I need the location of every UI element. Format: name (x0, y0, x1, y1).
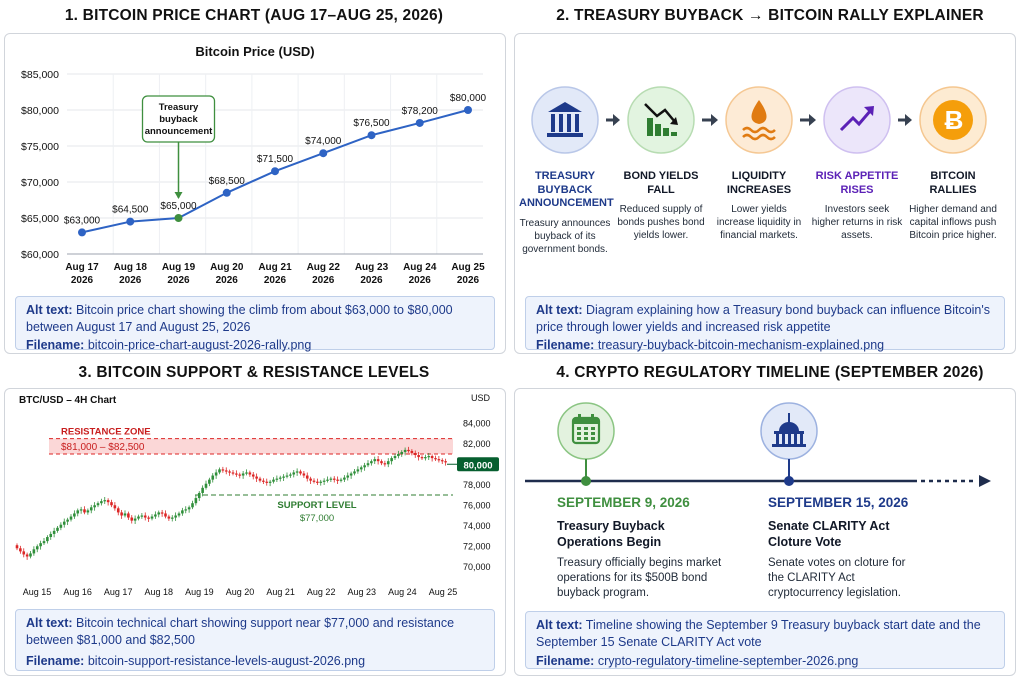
x-tick-label: Aug 21 (266, 587, 295, 597)
x-tick-label: Aug 23 (347, 587, 377, 597)
candle-body (127, 513, 130, 517)
column (567, 114, 571, 132)
candle-body (373, 459, 376, 461)
data-point (368, 131, 376, 139)
candle-body (215, 472, 218, 475)
y-tick-label: 74,000 (463, 520, 491, 531)
calendar-cell (584, 437, 588, 440)
candle-body (33, 549, 36, 553)
x-tick-label: Aug 18 (144, 587, 174, 597)
x-tick-label: Aug 23 (354, 262, 389, 273)
candle-body (363, 465, 366, 467)
x-tick-label: Aug 18 (113, 262, 147, 273)
event-date: SEPTEMBER 9, 2026 (557, 495, 690, 510)
column (776, 434, 779, 444)
candle-body (394, 456, 397, 458)
price-chart (5, 34, 506, 296)
filename-label: Filename: (26, 338, 85, 352)
x-tick-label: Aug 16 (63, 587, 92, 597)
event-date: SEPTEMBER 15, 2026 (768, 495, 909, 510)
candle-body (286, 476, 289, 477)
filename: treasury-buyback-bitcoin-mechanism-explained.png (597, 338, 885, 352)
x-tick-year: 2026 (263, 275, 287, 286)
x-tick-label: Aug 25 (428, 587, 458, 597)
candlestick-chart (5, 389, 506, 603)
timeline-event (768, 495, 918, 601)
candle-body (390, 458, 393, 461)
currency-label: USD (471, 393, 491, 403)
candle-body (276, 479, 279, 480)
column (782, 434, 785, 444)
x-tick-year: 2026 (119, 275, 142, 286)
candle-body (83, 509, 86, 512)
bar (647, 118, 653, 136)
data-point (175, 214, 183, 222)
data-point (78, 228, 86, 236)
candle-body (208, 480, 211, 484)
annotation-text: Treasury (158, 102, 199, 113)
candle-body (117, 508, 120, 512)
step-description: Higher demand and capital inflows push Bitcoin price higher. (909, 204, 997, 241)
candle-body (154, 514, 157, 516)
x-tick-year: 2026 (215, 275, 238, 286)
data-point (416, 119, 424, 127)
candle-body (147, 518, 150, 519)
candle-body (232, 472, 235, 473)
candle-body (164, 513, 167, 516)
candle-body (43, 541, 46, 543)
candle-body (151, 517, 154, 519)
calendar-ring (591, 414, 594, 421)
candle-body (411, 451, 414, 453)
data-label: $68,500 (208, 175, 245, 187)
step-title: TREASURY BUYBACK ANNOUNCEMENT (519, 170, 614, 209)
candle-body (404, 450, 407, 452)
candle-body (353, 471, 356, 473)
data-point (464, 106, 472, 114)
candle-body (407, 450, 410, 451)
candle-body (272, 480, 275, 482)
step-circle (532, 87, 598, 153)
timeline (515, 389, 1016, 494)
candle-body (174, 516, 177, 518)
candle-body (184, 509, 187, 510)
filename: bitcoin-support-resistance-levels-august-2026.png (87, 654, 366, 668)
data-label: $71,500 (256, 154, 294, 166)
candle-body (49, 534, 52, 537)
candle-body (53, 531, 56, 534)
resistance-label: RESISTANCE ZONE (61, 426, 151, 438)
x-tick-label: Aug 15 (22, 587, 52, 597)
step-title: BITCOIN RALLIES (929, 170, 977, 196)
alt-text: Bitcoin technical chart showing support near $77,000 and resistance between $81,000 and $82,500 (26, 616, 455, 647)
alt-text: Timeline showing the September 9 Treasury buyback start date and the September 15 Senate CLARITY Act vote (536, 618, 981, 649)
y-tick-label: 72,000 (463, 541, 491, 552)
timeline-panel (514, 388, 1016, 676)
candle-body (70, 517, 73, 520)
flow-step (615, 170, 707, 242)
candle-body (279, 478, 282, 479)
calendar-cell (577, 427, 581, 430)
x-tick-year: 2026 (456, 275, 480, 286)
price-chart-panel (4, 33, 506, 354)
event-title: Senate CLARITY Act Cloture Vote (768, 519, 890, 549)
candle-body (56, 528, 59, 531)
candle-body (299, 471, 302, 473)
filename: crypto-regulatory-timeline-september-2026.png (597, 654, 859, 668)
bar (655, 124, 661, 136)
data-label: $64,500 (112, 204, 149, 216)
candle-body (346, 476, 349, 478)
resistance-range-label: $81,000 – $82,500 (61, 442, 145, 453)
candle-body (370, 461, 373, 463)
x-tick-year: 2026 (312, 275, 335, 286)
step-title: RISK APPETITE RISES (815, 170, 899, 196)
calendar-ring (578, 414, 581, 421)
candle-body (235, 473, 238, 474)
candle-body (141, 516, 144, 517)
candle-body (191, 503, 194, 507)
x-tick-label: Aug 19 (161, 262, 196, 273)
flow-arrow-head (905, 114, 912, 126)
candle-body (188, 507, 191, 509)
candle-body (161, 512, 164, 513)
filename-label: Filename: (26, 654, 85, 668)
candle-body (36, 546, 39, 549)
candle-body (39, 543, 42, 546)
annotation-text: announcement (144, 126, 213, 137)
candle-body (76, 510, 79, 513)
candle-body (22, 551, 25, 554)
flow-arrow-head (613, 114, 620, 126)
bitcoin-icon (933, 100, 973, 140)
candle-body (114, 505, 117, 508)
candle-body (380, 461, 383, 463)
panel4-heading: 4. CRYPTO REGULATORY TIMELINE (SEPTEMBER 2026) (556, 364, 984, 381)
step-circle (628, 87, 694, 153)
support-value-label: $77,000 (299, 513, 335, 524)
alt-text: Bitcoin price chart showing the climb from about $63,000 to $80,000 between August 17 and August 25, 2026 (26, 303, 453, 334)
event-description: Treasury officially begins market operations for its $500B bond buyback program. (557, 557, 722, 599)
candle-body (377, 459, 380, 461)
candle-body (107, 500, 110, 502)
candle-body (198, 493, 201, 498)
x-tick-label: Aug 20 (210, 262, 244, 273)
x-tick-label: Aug 17 (65, 262, 99, 273)
candle-body (444, 461, 447, 462)
candle-body (63, 522, 66, 525)
panel3-heading: 3. BITCOIN SUPPORT & RESISTANCE LEVELS (78, 364, 430, 381)
column (559, 114, 563, 132)
candle-body (357, 469, 360, 471)
calendar-header (573, 418, 599, 424)
panel1-heading: 1. BITCOIN PRICE CHART (AUG 17–AUG 25, 2026) (64, 7, 444, 24)
sr-alt-box (15, 609, 495, 671)
explainer-alt-box (525, 296, 1005, 350)
candle-body (195, 498, 198, 503)
candle-body (249, 472, 252, 474)
panel2-heading: 2. TREASURY BUYBACK → BITCOIN RALLY EXPLAINER (556, 7, 984, 24)
candle-body (384, 463, 387, 464)
alt-label: Alt text: (26, 303, 73, 317)
candle-body (110, 502, 113, 505)
step-description: Investors seek higher returns in risk assets. (811, 204, 903, 241)
data-label: $76,500 (353, 118, 390, 130)
candle-body (336, 480, 339, 481)
candle-body (26, 554, 29, 556)
x-tick-label: Aug 22 (306, 587, 336, 597)
calendar-cell (591, 427, 595, 430)
y-tick-label: 70,000 (463, 561, 491, 572)
x-tick-label: Aug 25 (451, 262, 485, 273)
chart-title: BTC/USD – 4H Chart (19, 395, 117, 406)
candle-body (225, 470, 228, 471)
candle-body (144, 516, 147, 518)
candle-body (66, 520, 69, 522)
candle-body (168, 517, 171, 519)
candle-body (424, 457, 427, 458)
candle-body (120, 512, 123, 515)
candle-body (303, 473, 306, 475)
x-tick-label: Aug 20 (225, 587, 255, 597)
step-title: LIQUIDITY INCREASES (726, 170, 792, 196)
filename: bitcoin-price-chart-august-2026-rally.png (87, 338, 312, 352)
y-tick-label: $70,000 (21, 177, 59, 189)
candle-body (90, 507, 93, 510)
candle-body (130, 518, 133, 521)
candle-body (97, 503, 100, 505)
candle-body (414, 453, 417, 455)
timeline-arrow-head (979, 475, 991, 487)
bar (671, 132, 677, 136)
candle-body (124, 513, 127, 515)
calendar-cell (577, 437, 581, 440)
alt-label: Alt text: (536, 303, 583, 317)
data-point (319, 149, 327, 157)
candle-body (340, 480, 343, 481)
x-tick-label: Aug 24 (388, 587, 417, 597)
x-tick-label: Aug 17 (103, 587, 133, 597)
candle-body (313, 481, 316, 482)
candle-body (323, 481, 326, 482)
candle-body (333, 479, 336, 480)
candle-body (326, 480, 329, 481)
candle-body (60, 525, 63, 528)
candle-body (134, 519, 137, 521)
flow-step (811, 170, 903, 242)
y-tick-label: $60,000 (21, 249, 59, 261)
candle-body (73, 513, 76, 516)
candle-body (306, 476, 309, 479)
data-label: $80,000 (449, 93, 487, 104)
filename-label: Filename: (536, 338, 595, 352)
flow-step (907, 170, 999, 242)
candle-body (387, 461, 390, 464)
base (547, 133, 583, 137)
calendar-cell (591, 432, 595, 435)
data-point (271, 167, 279, 175)
candle-body (350, 473, 353, 475)
x-tick-label: Aug 24 (403, 262, 437, 273)
candle-body (228, 471, 231, 472)
chart-title: Bitcoin Price (USD) (195, 44, 315, 59)
bitcoin-symbol: Ƀ (944, 105, 964, 135)
candle-body (181, 510, 184, 513)
candle-body (205, 484, 208, 488)
candle-body (434, 458, 437, 459)
column (788, 434, 791, 444)
y-tick-label: 76,000 (463, 500, 491, 511)
candle-body (292, 472, 295, 474)
y-tick-label: $80,000 (21, 105, 59, 117)
y-tick-label: 82,000 (463, 438, 491, 449)
candle-body (157, 512, 160, 514)
candle-body (316, 482, 319, 483)
alt-text: Diagram explaining how a Treasury bond buyback can influence Bitcoin's price through lower yields and increased risk appetite (536, 303, 991, 334)
step-description: Treasury announces buyback of its government bonds. (519, 217, 611, 255)
candle-body (259, 479, 262, 481)
calendar-cell (591, 437, 595, 440)
spire (788, 413, 790, 423)
candle-body (265, 482, 268, 483)
candle-body (80, 509, 83, 510)
data-point (126, 218, 134, 226)
candle-body (87, 510, 90, 512)
candle-body (417, 455, 420, 457)
alt-label: Alt text: (536, 618, 583, 632)
calendar-cell (577, 432, 581, 435)
calendar-cell (584, 432, 588, 435)
candle-body (103, 500, 106, 501)
candle-body (222, 469, 225, 470)
alt-label: Alt text: (26, 616, 73, 630)
candle-body (269, 482, 272, 483)
candle-body (93, 505, 96, 507)
data-label: $78,200 (401, 105, 438, 117)
candle-body (201, 488, 204, 493)
column (575, 114, 579, 132)
candle-body (137, 517, 140, 519)
current-price-label: 80,000 (463, 460, 493, 472)
candle-body (218, 469, 221, 472)
candle-body (343, 478, 346, 480)
candle-body (427, 456, 430, 457)
x-tick-label: Aug 21 (258, 262, 292, 273)
x-tick-year: 2026 (167, 275, 190, 286)
filename-label: Filename: (536, 654, 595, 668)
y-tick-label: 84,000 (463, 418, 491, 429)
annotation-text: buyback (159, 114, 198, 125)
step-description: Lower yields increase liquidity in financial markets. (716, 204, 802, 241)
candle-body (29, 553, 32, 556)
x-tick-label: Aug 19 (185, 587, 214, 597)
column (794, 434, 797, 444)
x-tick-year: 2026 (360, 275, 383, 286)
candle-body (282, 477, 285, 478)
step-description: Reduced supply of bonds pushes bond yields lower. (617, 204, 705, 241)
event-dot (784, 476, 794, 486)
event-title: Treasury Buyback Operations Begin (557, 519, 665, 549)
candle-body (438, 459, 441, 460)
annotation-arrow-head (175, 192, 183, 199)
candle-body (16, 545, 19, 548)
candle-body (100, 501, 103, 503)
event-icon-circle (558, 403, 614, 459)
candle-body (238, 475, 241, 476)
candle-body (431, 456, 434, 458)
flow-arrow-head (809, 114, 816, 126)
flow-step (519, 170, 614, 256)
explainer-panel (514, 33, 1016, 354)
support-resistance-panel (4, 388, 506, 676)
annotation (143, 96, 215, 199)
base (772, 444, 806, 447)
x-tick-year: 2026 (408, 275, 431, 286)
candle-body (441, 460, 444, 461)
candle-body (309, 479, 312, 481)
candle-body (255, 477, 258, 479)
candle-body (367, 463, 370, 465)
support-label: SUPPORT LEVEL (277, 500, 357, 511)
flow-arrow-head (711, 114, 718, 126)
price-chart-alt-box (15, 296, 495, 350)
step-title: BOND YIELDS FALL (623, 170, 699, 196)
candle-body (360, 467, 363, 469)
candle-body (46, 537, 49, 541)
candle-body (319, 482, 322, 483)
candle-body (178, 513, 181, 515)
x-tick-label: Aug 22 (306, 262, 340, 273)
candle-body (19, 548, 22, 551)
event-description: Senate votes on cloture for the CLARITY Act cryptocurrency legislation. (768, 557, 906, 599)
y-tick-label: $85,000 (21, 69, 59, 81)
candle-body (400, 452, 403, 454)
candle-body (252, 475, 255, 477)
candle-body (397, 454, 400, 456)
candle-body (171, 518, 174, 519)
column (551, 114, 555, 132)
candle-body (289, 475, 292, 476)
candle-body (211, 476, 214, 480)
timeline-event (557, 495, 727, 601)
entablature (774, 431, 804, 434)
event-dot (581, 476, 591, 486)
y-tick-label: $75,000 (21, 141, 59, 153)
candle-body (421, 457, 424, 458)
data-point (223, 189, 231, 197)
candle-body (296, 471, 299, 472)
timeline-alt-box (525, 611, 1005, 669)
candle-body (262, 481, 265, 482)
flow-step (713, 170, 805, 242)
data-label: $65,000 (160, 201, 197, 212)
y-tick-label: $65,000 (21, 213, 59, 225)
bar (663, 128, 669, 136)
data-label: $63,000 (63, 215, 101, 227)
candle-body (245, 472, 248, 473)
x-tick-year: 2026 (70, 275, 94, 286)
calendar-cell (584, 427, 588, 430)
candle-body (242, 473, 245, 475)
y-tick-label: 78,000 (463, 479, 491, 490)
data-label: $74,000 (305, 136, 342, 148)
candle-body (330, 479, 333, 480)
column (800, 434, 803, 444)
